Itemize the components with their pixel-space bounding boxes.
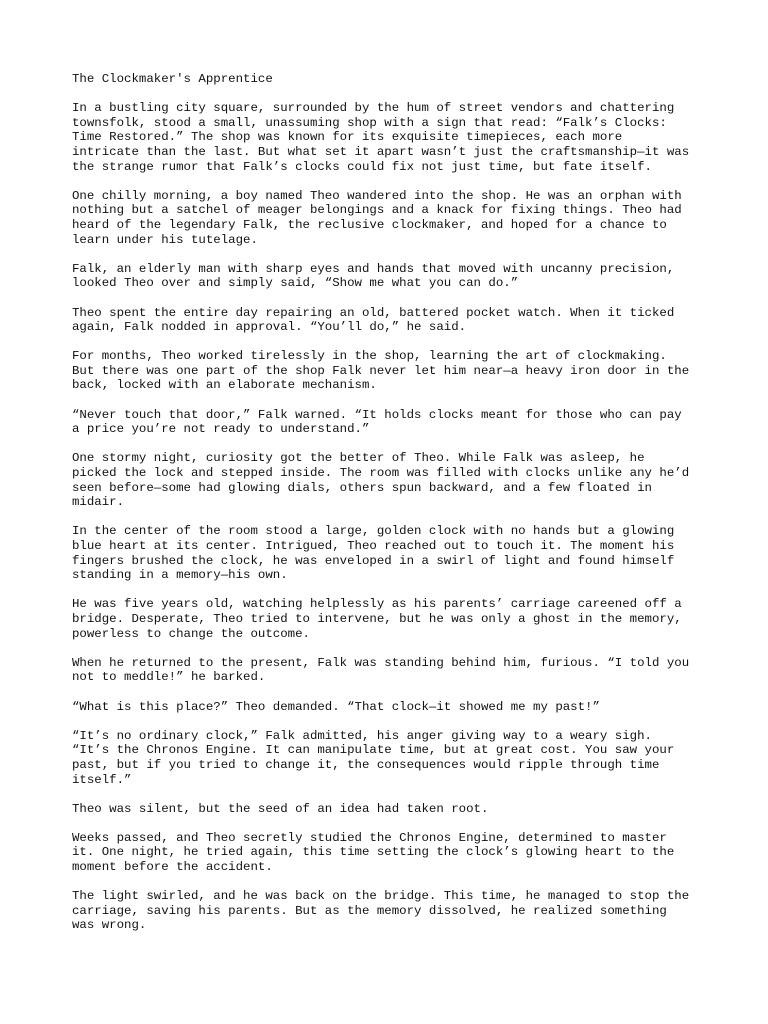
text-line: standing in a memory—his own. xyxy=(72,568,288,583)
paragraph xyxy=(72,831,712,875)
text-line: it. One night, he tried again, this time setting the clock’s glowing heart to the xyxy=(72,845,675,860)
paragraph xyxy=(72,306,712,335)
text-line: carriage, saving his parents. But as the memory dissolved, he realized something xyxy=(72,903,667,918)
text-line: the strange rumor that Falk’s clocks could fix not just time, but fate itself. xyxy=(72,159,652,174)
text-line: bridge. Desperate, Theo tried to intervene, but he was only a ghost in the memory, xyxy=(72,611,682,626)
text-line: One chilly morning, a boy named Theo wandered into the shop. He was an orphan with xyxy=(72,188,682,203)
text-line: townsfolk, stood a small, unassuming shop with a sign that read: “Falk’s Clocks: xyxy=(72,115,667,130)
paragraph xyxy=(72,524,712,582)
paragraph xyxy=(72,597,712,641)
text-line: Falk, an elderly man with sharp eyes and hands that moved with uncanny precision, xyxy=(72,261,675,276)
paragraph xyxy=(72,451,712,509)
text-line: again, Falk nodded in approval. “You’ll do,” he said. xyxy=(72,320,467,335)
text-line: “What is this place?” Theo demanded. “That clock—it showed me my past!” xyxy=(72,699,600,714)
text-line: Time Restored.” The shop was known for its exquisite timepieces, each more xyxy=(72,130,623,145)
paragraph xyxy=(72,700,712,715)
text-line: intricate than the last. But what set it apart wasn’t just the craftsmanship—it was xyxy=(72,144,690,159)
document-page xyxy=(72,72,712,948)
text-line: seen before—some had glowing dials, others spun backward, and a few floated in xyxy=(72,480,652,495)
text-line: Weeks passed, and Theo secretly studied the Chronos Engine, determined to master xyxy=(72,830,667,845)
text-line: picked the lock and stepped inside. The room was filled with clocks unlike any he’d xyxy=(72,466,690,481)
paragraph xyxy=(72,802,712,817)
text-line: not to meddle!” he barked. xyxy=(72,670,266,685)
text-line: In the center of the room stood a large, golden clock with no hands but a glowing xyxy=(72,524,675,539)
text-line: The light swirled, and he was back on the bridge. This time, he managed to stop the xyxy=(72,889,690,904)
paragraph xyxy=(72,189,712,247)
paragraph xyxy=(72,408,712,437)
text-line: In a bustling city square, surrounded by the hum of street vendors and chattering xyxy=(72,101,675,116)
text-line: midair. xyxy=(72,495,125,510)
paragraph xyxy=(72,262,712,291)
text-line: Theo was silent, but the seed of an idea had taken root. xyxy=(72,801,489,816)
text-line: heard of the legendary Falk, the reclusive clockmaker, and hoped for a chance to xyxy=(72,217,667,232)
text-line: past, but if you tried to change it, the consequences would ripple through time xyxy=(72,757,660,772)
text-line: “It’s no ordinary clock,” Falk admitted, his anger giving way to a weary sigh. xyxy=(72,728,652,743)
text-line: a price you’re not ready to understand.” xyxy=(72,422,370,437)
text-line: back, locked with an elaborate mechanism. xyxy=(72,378,377,393)
text-line: learn under his tutelage. xyxy=(72,232,258,247)
text-line: One stormy night, curiosity got the better of Theo. While Falk was asleep, he xyxy=(72,451,645,466)
text-line: Theo spent the entire day repairing an old, battered pocket watch. When it ticked xyxy=(72,305,675,320)
text-line: itself.” xyxy=(72,772,132,787)
document-title: The Clockmaker's Apprentice xyxy=(72,72,273,86)
text-line: He was five years old, watching helplessly as his parents’ carriage careened off a xyxy=(72,597,682,612)
paragraph xyxy=(72,101,712,174)
text-line: For months, Theo worked tirelessly in the shop, learning the art of clockmaking. xyxy=(72,349,667,364)
paragraph xyxy=(72,889,712,933)
text-line: When he returned to the present, Falk was standing behind him, furious. “I told you xyxy=(72,655,690,670)
paragraph xyxy=(72,349,712,393)
document-body xyxy=(72,101,712,933)
paragraph xyxy=(72,729,712,787)
text-line: moment before the accident. xyxy=(72,860,273,875)
text-line: “Never touch that door,” Falk warned. “It holds clocks meant for those who can pay xyxy=(72,407,682,422)
text-line: was wrong. xyxy=(72,918,147,933)
text-line: blue heart at its center. Intrigued, Theo reached out to touch it. The moment his xyxy=(72,539,675,553)
text-line: powerless to change the outcome. xyxy=(72,626,310,641)
text-line: nothing but a satchel of meager belongings and a knack for fixing things. Theo had xyxy=(72,203,682,218)
paragraph xyxy=(72,656,712,685)
text-line: But there was one part of the shop Falk never let him near—a heavy iron door in the xyxy=(72,363,690,378)
text-line: “It’s the Chronos Engine. It can manipulate time, but at great cost. You saw your xyxy=(72,743,675,758)
text-line: fingers brushed the clock, he was enveloped in a swirl of light and found himself xyxy=(72,553,675,568)
text-line: looked Theo over and simply said, “Show me what you can do.” xyxy=(72,276,519,291)
